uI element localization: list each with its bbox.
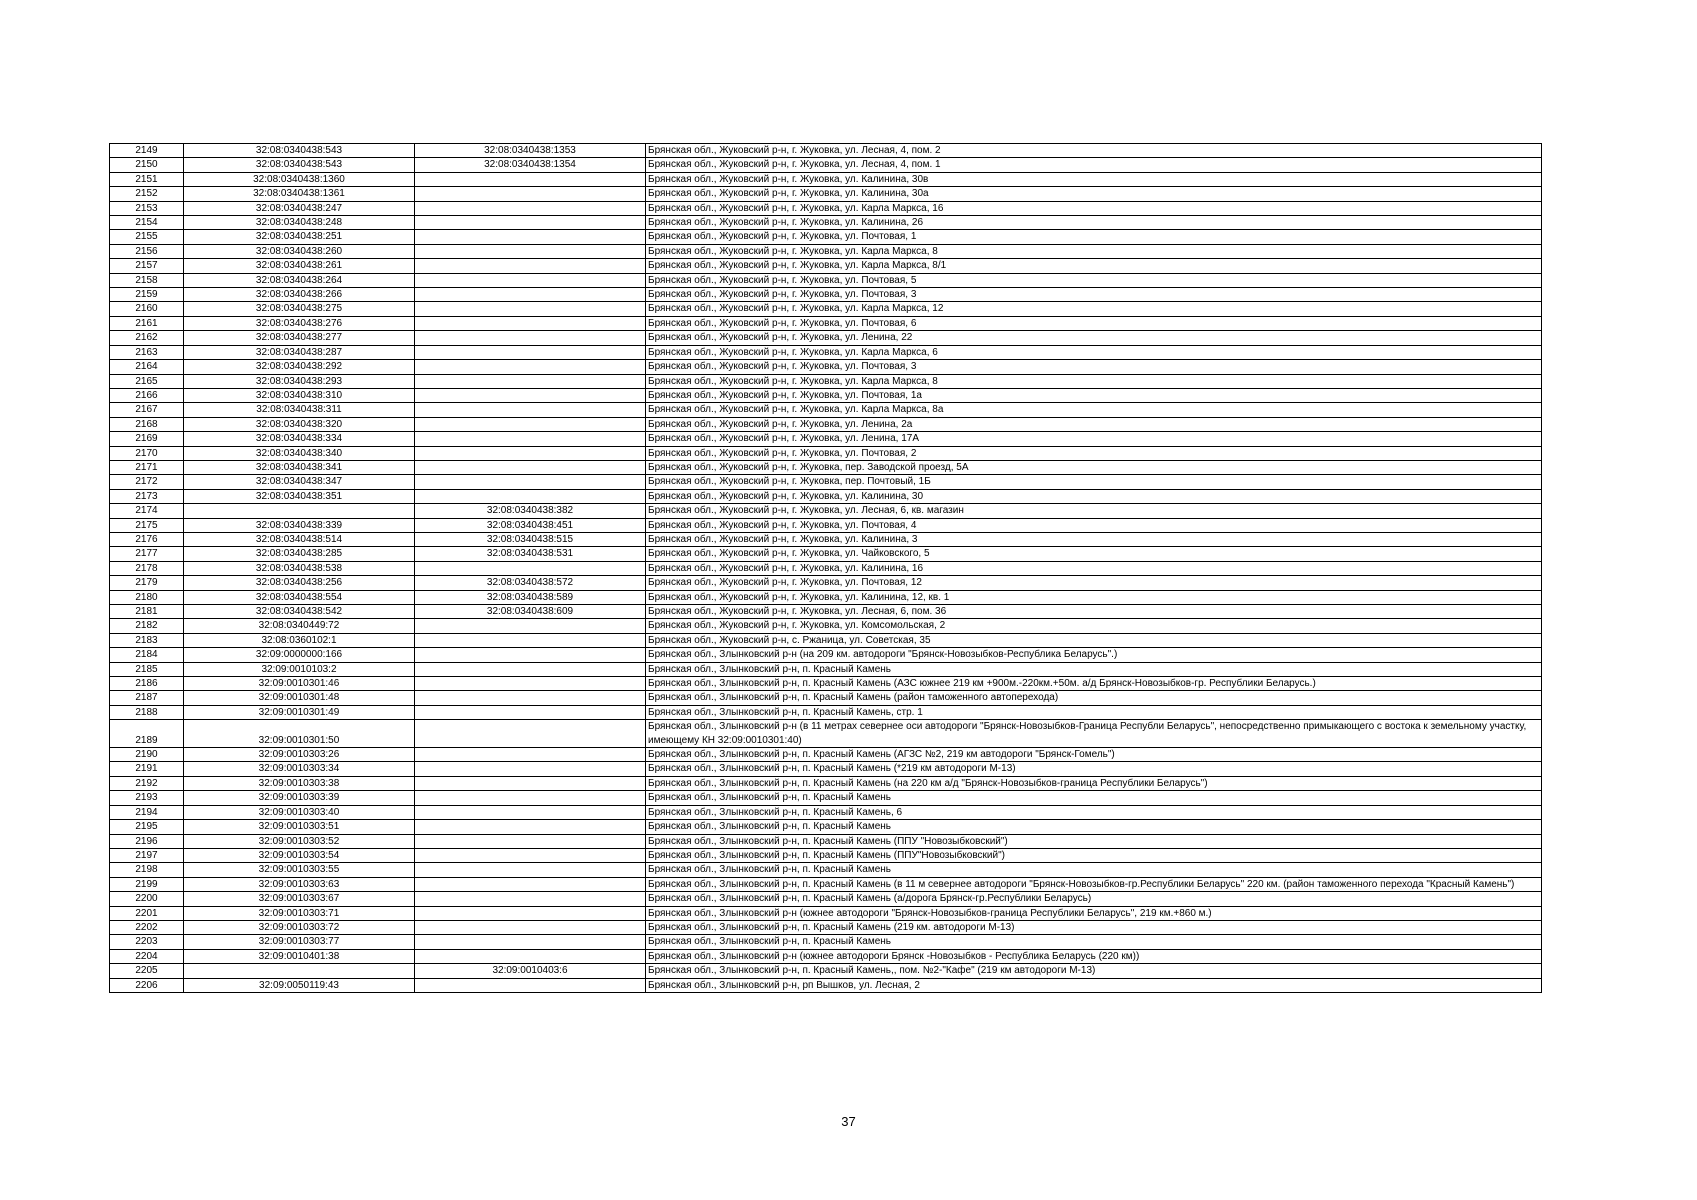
cadastral-number-cell: 32:08:0340438:1361 — [184, 187, 415, 201]
address-cell: Брянская обл., Жуковский р-н, г. Жуковка, ул. Ленина, 17А — [646, 432, 1542, 446]
address-cell: Брянская обл., Злынковский р-н, п. Красный Камень — [646, 662, 1542, 676]
table-row — [110, 705, 1542, 719]
premises-cadastral-number-cell — [415, 288, 646, 302]
table-row — [110, 848, 1542, 862]
premises-cadastral-number-cell: 32:08:0340438:382 — [415, 504, 646, 518]
address-cell: Брянская обл., Жуковский р-н, г. Жуковка, ул. Почтовая, 6 — [646, 316, 1542, 330]
cadastral-number-cell: 32:09:0010103:2 — [184, 662, 415, 676]
table-row — [110, 949, 1542, 963]
address-cell: Брянская обл., Жуковский р-н, г. Жуковка, ул. Лесная, 6, кв. магазин — [646, 504, 1542, 518]
premises-cadastral-number-cell — [415, 863, 646, 877]
premises-cadastral-number-cell: 32:08:0340438:515 — [415, 532, 646, 546]
table-row — [110, 172, 1542, 186]
row-number-cell: 2171 — [110, 460, 184, 474]
premises-cadastral-number-cell — [415, 720, 646, 748]
row-number-cell: 2177 — [110, 547, 184, 561]
cadastral-number-cell: 32:08:0340438:285 — [184, 547, 415, 561]
row-number-cell: 2195 — [110, 820, 184, 834]
row-number-cell: 2191 — [110, 762, 184, 776]
premises-cadastral-number-cell — [415, 172, 646, 186]
premises-cadastral-number-cell — [415, 633, 646, 647]
premises-cadastral-number-cell — [415, 345, 646, 359]
address-cell: Брянская обл., Жуковский р-н, г. Жуковка, ул. Почтовая, 5 — [646, 273, 1542, 287]
row-number-cell: 2188 — [110, 705, 184, 719]
premises-cadastral-number-cell — [415, 417, 646, 431]
address-cell: Брянская обл., Жуковский р-н, г. Жуковка, ул. Почтовая, 12 — [646, 576, 1542, 590]
cadastral-number-cell: 32:08:0340438:543 — [184, 158, 415, 172]
row-number-cell: 2182 — [110, 619, 184, 633]
cadastral-number-cell: 32:08:0340438:293 — [184, 374, 415, 388]
table-row — [110, 518, 1542, 532]
address-cell: Брянская обл., Жуковский р-н, г. Жуковка, ул. Почтовая, 1а — [646, 388, 1542, 402]
address-cell: Брянская обл., Злынковский р-н, п. Красный Камень (ППУ"Новозыбковский") — [646, 848, 1542, 862]
premises-cadastral-number-cell — [415, 216, 646, 230]
cadastral-number-cell: 32:08:0340438:311 — [184, 403, 415, 417]
page-number: 37 — [841, 1114, 856, 1129]
premises-cadastral-number-cell: 32:08:0340438:589 — [415, 590, 646, 604]
premises-cadastral-number-cell: 32:08:0340438:609 — [415, 605, 646, 619]
table-row — [110, 662, 1542, 676]
premises-cadastral-number-cell — [415, 331, 646, 345]
cadastral-number-cell: 32:08:0340438:276 — [184, 316, 415, 330]
table-row — [110, 460, 1542, 474]
cadastral-number-cell: 32:08:0340438:248 — [184, 216, 415, 230]
row-number-cell: 2157 — [110, 259, 184, 273]
cadastral-number-cell: 32:09:0010303:67 — [184, 892, 415, 906]
cadastral-number-cell: 32:08:0340438:251 — [184, 230, 415, 244]
cadastral-number-cell: 32:08:0340438:351 — [184, 489, 415, 503]
table-row — [110, 504, 1542, 518]
cadastral-number-cell: 32:09:0010401:38 — [184, 949, 415, 963]
row-number-cell: 2176 — [110, 532, 184, 546]
address-cell: Брянская обл., Злынковский р-н, п. Красный Камень — [646, 935, 1542, 949]
address-cell: Брянская обл., Жуковский р-н, г. Жуковка, пер. Заводской проезд, 5А — [646, 460, 1542, 474]
address-cell: Брянская обл., Злынковский р-н, п. Красный Камень (район таможенного автоперехода) — [646, 691, 1542, 705]
table-row — [110, 230, 1542, 244]
address-cell: Брянская обл., Жуковский р-н, г. Жуковка, ул. Почтовая, 3 — [646, 360, 1542, 374]
premises-cadastral-number-cell — [415, 691, 646, 705]
cadastral-number-cell: 32:08:0340438:247 — [184, 201, 415, 215]
premises-cadastral-number-cell — [415, 316, 646, 330]
address-cell: Брянская обл., Жуковский р-н, г. Жуковка, ул. Комсомольская, 2 — [646, 619, 1542, 633]
cadastral-number-cell: 32:08:0340438:1360 — [184, 172, 415, 186]
address-cell: Брянская обл., Жуковский р-н, г. Жуковка, ул. Калинина, 30в — [646, 172, 1542, 186]
row-number-cell: 2198 — [110, 863, 184, 877]
row-number-cell: 2189 — [110, 720, 184, 748]
address-cell: Брянская обл., Жуковский р-н, г. Жуковка, ул. Карла Маркса, 16 — [646, 201, 1542, 215]
premises-cadastral-number-cell — [415, 460, 646, 474]
address-cell: Брянская обл., Жуковский р-н, г. Жуковка, ул. Калинина, 16 — [646, 561, 1542, 575]
row-number-cell: 2187 — [110, 691, 184, 705]
table-row — [110, 920, 1542, 934]
row-number-cell: 2194 — [110, 805, 184, 819]
table-row — [110, 475, 1542, 489]
table-row — [110, 446, 1542, 460]
premises-cadastral-number-cell — [415, 648, 646, 662]
row-number-cell: 2186 — [110, 677, 184, 691]
cadastral-number-cell: 32:08:0340438:260 — [184, 244, 415, 258]
address-cell: Брянская обл., Жуковский р-н, г. Жуковка, ул. Почтовая, 3 — [646, 288, 1542, 302]
table-row — [110, 791, 1542, 805]
premises-cadastral-number-cell — [415, 820, 646, 834]
address-cell: Брянская обл., Жуковский р-н, г. Жуковка, ул. Карла Маркса, 8 — [646, 244, 1542, 258]
table-row — [110, 316, 1542, 330]
table-row — [110, 877, 1542, 891]
row-number-cell: 2204 — [110, 949, 184, 963]
cadastral-number-cell: 32:09:0010303:63 — [184, 877, 415, 891]
cadastral-number-cell: 32:09:0010303:26 — [184, 748, 415, 762]
cadastral-number-cell: 32:08:0340438:334 — [184, 432, 415, 446]
address-cell: Брянская обл., Злынковский р-н, п. Красный Камень, 6 — [646, 805, 1542, 819]
table-row — [110, 648, 1542, 662]
cadastral-number-cell: 32:09:0010303:38 — [184, 776, 415, 790]
address-cell: Брянская обл., Злынковский р-н, п. Красный Камень (а/дорога Брянск-гр.Республики Беларусь) — [646, 892, 1542, 906]
row-number-cell: 2170 — [110, 446, 184, 460]
table-row — [110, 302, 1542, 316]
row-number-cell: 2190 — [110, 748, 184, 762]
address-cell: Брянская обл., Злынковский р-н, п. Красный Камень — [646, 863, 1542, 877]
premises-cadastral-number-cell — [415, 374, 646, 388]
premises-cadastral-number-cell — [415, 762, 646, 776]
cadastral-number-cell: 32:08:0340438:277 — [184, 331, 415, 345]
address-cell: Брянская обл., Злынковский р-н, рп Вышков, ул. Лесная, 2 — [646, 978, 1542, 992]
row-number-cell: 2163 — [110, 345, 184, 359]
premises-cadastral-number-cell: 32:08:0340438:531 — [415, 547, 646, 561]
address-cell: Брянская обл., Злынковский р-н, п. Красный Камень — [646, 820, 1542, 834]
cadastral-number-cell: 32:08:0340438:320 — [184, 417, 415, 431]
row-number-cell: 2156 — [110, 244, 184, 258]
table-row — [110, 144, 1542, 158]
address-cell: Брянская обл., Жуковский р-н, г. Жуковка, ул. Лесная, 6, пом. 36 — [646, 605, 1542, 619]
cadastral-number-cell: 32:08:0340438:266 — [184, 288, 415, 302]
premises-cadastral-number-cell — [415, 230, 646, 244]
premises-cadastral-number-cell: 32:08:0340438:1354 — [415, 158, 646, 172]
cadastral-number-cell: 32:09:0010301:46 — [184, 677, 415, 691]
table-row — [110, 244, 1542, 258]
address-cell: Брянская обл., Злынковский р-н (южнее автодороги "Брянск-Новозыбков-граница Республики Беларусь", 219 км.+860 м.) — [646, 906, 1542, 920]
address-cell: Брянская обл., Жуковский р-н, г. Жуковка, ул. Карла Маркса, 8 — [646, 374, 1542, 388]
cadastral-number-cell: 32:08:0340438:542 — [184, 605, 415, 619]
address-cell: Брянская обл., Злынковский р-н, п. Красный Камень (АЗС южнее 219 км +900м.-220км.+50м. а/д Брянск-Новозыбков-гр. Республики Беларусь.) — [646, 677, 1542, 691]
row-number-cell: 2161 — [110, 316, 184, 330]
address-cell: Брянская обл., Жуковский р-н, с. Ржаница, ул. Советская, 35 — [646, 633, 1542, 647]
table-row — [110, 374, 1542, 388]
premises-cadastral-number-cell: 32:08:0340438:572 — [415, 576, 646, 590]
table-row — [110, 834, 1542, 848]
row-number-cell: 2205 — [110, 964, 184, 978]
row-number-cell: 2193 — [110, 791, 184, 805]
premises-cadastral-number-cell — [415, 920, 646, 934]
premises-cadastral-number-cell — [415, 791, 646, 805]
premises-cadastral-number-cell — [415, 677, 646, 691]
cadastral-number-cell: 32:09:0000000:166 — [184, 648, 415, 662]
table-row — [110, 576, 1542, 590]
row-number-cell: 2151 — [110, 172, 184, 186]
cadastral-number-cell: 32:09:0010303:34 — [184, 762, 415, 776]
table-row — [110, 978, 1542, 992]
premises-cadastral-number-cell — [415, 446, 646, 460]
table-row — [110, 590, 1542, 604]
address-cell: Брянская обл., Жуковский р-н, г. Жуковка, ул. Почтовая, 2 — [646, 446, 1542, 460]
premises-cadastral-number-cell — [415, 935, 646, 949]
row-number-cell: 2159 — [110, 288, 184, 302]
cadastral-number-cell: 32:08:0360102:1 — [184, 633, 415, 647]
cadastral-number-cell: 32:08:0340438:261 — [184, 259, 415, 273]
table-row — [110, 776, 1542, 790]
table-row — [110, 892, 1542, 906]
premises-cadastral-number-cell: 32:08:0340438:451 — [415, 518, 646, 532]
table-row — [110, 935, 1542, 949]
address-cell: Брянская обл., Жуковский р-н, г. Жуковка, ул. Карла Маркса, 8/1 — [646, 259, 1542, 273]
table-row — [110, 201, 1542, 215]
row-number-cell: 2192 — [110, 776, 184, 790]
row-number-cell: 2172 — [110, 475, 184, 489]
table-row — [110, 532, 1542, 546]
cadastral-number-cell — [184, 504, 415, 518]
cadastral-number-cell: 32:08:0340438:339 — [184, 518, 415, 532]
address-cell: Брянская обл., Злынковский р-н, п. Красный Камень (*219 км автодороги М-13) — [646, 762, 1542, 776]
table-row — [110, 331, 1542, 345]
cadastral-number-cell: 32:09:0010301:50 — [184, 720, 415, 748]
table-row — [110, 216, 1542, 230]
table-row — [110, 547, 1542, 561]
registry-table — [109, 143, 1542, 993]
cadastral-number-cell: 32:09:0010303:77 — [184, 935, 415, 949]
row-number-cell: 2202 — [110, 920, 184, 934]
premises-cadastral-number-cell — [415, 805, 646, 819]
row-number-cell: 2149 — [110, 144, 184, 158]
cadastral-number-cell: 32:08:0340438:292 — [184, 360, 415, 374]
row-number-cell: 2150 — [110, 158, 184, 172]
table-row — [110, 288, 1542, 302]
cadastral-number-cell: 32:09:0010303:54 — [184, 848, 415, 862]
table-row — [110, 964, 1542, 978]
table-row — [110, 677, 1542, 691]
row-number-cell: 2164 — [110, 360, 184, 374]
table-row — [110, 633, 1542, 647]
address-cell: Брянская обл., Злынковский р-н (в 11 метрах севернее оси автодороги "Брянск-Новозыбков-Граница Республи Беларусь", непосредственно примыкающего с востока к земельному участку, имеющему КН 32:09:0010301:40) — [646, 720, 1542, 748]
premises-cadastral-number-cell — [415, 877, 646, 891]
registry-table-body — [110, 144, 1542, 993]
premises-cadastral-number-cell — [415, 273, 646, 287]
table-row — [110, 863, 1542, 877]
address-cell: Брянская обл., Жуковский р-н, г. Жуковка, ул. Калинина, 26 — [646, 216, 1542, 230]
table-row — [110, 691, 1542, 705]
row-number-cell: 2162 — [110, 331, 184, 345]
row-number-cell: 2174 — [110, 504, 184, 518]
cadastral-number-cell: 32:09:0050119:43 — [184, 978, 415, 992]
row-number-cell: 2153 — [110, 201, 184, 215]
row-number-cell: 2167 — [110, 403, 184, 417]
cadastral-number-cell: 32:08:0340438:287 — [184, 345, 415, 359]
row-number-cell: 2206 — [110, 978, 184, 992]
premises-cadastral-number-cell — [415, 489, 646, 503]
premises-cadastral-number-cell — [415, 619, 646, 633]
address-cell: Брянская обл., Злынковский р-н, п. Красный Камень, стр. 1 — [646, 705, 1542, 719]
table-row — [110, 748, 1542, 762]
table-row — [110, 403, 1542, 417]
premises-cadastral-number-cell: 32:08:0340438:1353 — [415, 144, 646, 158]
premises-cadastral-number-cell — [415, 848, 646, 862]
row-number-cell: 2166 — [110, 388, 184, 402]
cadastral-number-cell: 32:08:0340438:310 — [184, 388, 415, 402]
premises-cadastral-number-cell — [415, 360, 646, 374]
cadastral-number-cell: 32:09:0010303:39 — [184, 791, 415, 805]
address-cell: Брянская обл., Жуковский р-н, г. Жуковка, ул. Калинина, 30а — [646, 187, 1542, 201]
table-row — [110, 906, 1542, 920]
row-number-cell: 2178 — [110, 561, 184, 575]
table-row — [110, 432, 1542, 446]
address-cell: Брянская обл., Жуковский р-н, г. Жуковка, ул. Лесная, 4, пом. 1 — [646, 158, 1542, 172]
cadastral-number-cell: 32:08:0340438:514 — [184, 532, 415, 546]
premises-cadastral-number-cell — [415, 776, 646, 790]
premises-cadastral-number-cell — [415, 748, 646, 762]
row-number-cell: 2175 — [110, 518, 184, 532]
row-number-cell: 2155 — [110, 230, 184, 244]
table-row — [110, 619, 1542, 633]
address-cell: Брянская обл., Жуковский р-н, г. Жуковка, ул. Калинина, 12, кв. 1 — [646, 590, 1542, 604]
cadastral-number-cell: 32:09:0010303:71 — [184, 906, 415, 920]
premises-cadastral-number-cell — [415, 244, 646, 258]
table-row — [110, 388, 1542, 402]
cadastral-number-cell: 32:09:0010303:51 — [184, 820, 415, 834]
premises-cadastral-number-cell — [415, 561, 646, 575]
table-row — [110, 762, 1542, 776]
premises-cadastral-number-cell — [415, 705, 646, 719]
premises-cadastral-number-cell — [415, 432, 646, 446]
row-number-cell: 2160 — [110, 302, 184, 316]
table-row — [110, 259, 1542, 273]
cadastral-number-cell: 32:08:0340438:347 — [184, 475, 415, 489]
row-number-cell: 2168 — [110, 417, 184, 431]
premises-cadastral-number-cell — [415, 187, 646, 201]
address-cell: Брянская обл., Жуковский р-н, г. Жуковка, ул. Ленина, 22 — [646, 331, 1542, 345]
table-row — [110, 187, 1542, 201]
premises-cadastral-number-cell — [415, 388, 646, 402]
address-cell: Брянская обл., Жуковский р-н, г. Жуковка, ул. Карла Маркса, 12 — [646, 302, 1542, 316]
table-row — [110, 345, 1542, 359]
address-cell: Брянская обл., Жуковский р-н, г. Жуковка, ул. Калинина, 3 — [646, 532, 1542, 546]
premises-cadastral-number-cell — [415, 978, 646, 992]
cadastral-number-cell: 32:08:0340438:543 — [184, 144, 415, 158]
cadastral-number-cell: 32:08:0340438:275 — [184, 302, 415, 316]
cadastral-number-cell: 32:08:0340438:264 — [184, 273, 415, 287]
row-number-cell: 2203 — [110, 935, 184, 949]
address-cell: Брянская обл., Жуковский р-н, г. Жуковка, ул. Лесная, 4, пом. 2 — [646, 144, 1542, 158]
address-cell: Брянская обл., Жуковский р-н, г. Жуковка, ул. Ленина, 2а — [646, 417, 1542, 431]
address-cell: Брянская обл., Злынковский р-н, п. Красный Камень — [646, 791, 1542, 805]
cadastral-number-cell: 32:08:0340438:538 — [184, 561, 415, 575]
premises-cadastral-number-cell — [415, 906, 646, 920]
cadastral-number-cell: 32:08:0340449:72 — [184, 619, 415, 633]
row-number-cell: 2158 — [110, 273, 184, 287]
address-cell: Брянская обл., Злынковский р-н, п. Красный Камень (219 км. автодороги М-13) — [646, 920, 1542, 934]
cadastral-number-cell: 32:08:0340438:341 — [184, 460, 415, 474]
row-number-cell: 2199 — [110, 877, 184, 891]
premises-cadastral-number-cell — [415, 892, 646, 906]
table-row — [110, 158, 1542, 172]
row-number-cell: 2181 — [110, 605, 184, 619]
table-row — [110, 360, 1542, 374]
cadastral-number-cell: 32:08:0340438:554 — [184, 590, 415, 604]
cadastral-number-cell: 32:09:0010303:40 — [184, 805, 415, 819]
row-number-cell: 2154 — [110, 216, 184, 230]
table-row — [110, 561, 1542, 575]
premises-cadastral-number-cell — [415, 662, 646, 676]
cadastral-number-cell: 32:09:0010301:48 — [184, 691, 415, 705]
cadastral-number-cell: 32:09:0010303:55 — [184, 863, 415, 877]
row-number-cell: 2180 — [110, 590, 184, 604]
cadastral-number-cell: 32:08:0340438:256 — [184, 576, 415, 590]
row-number-cell: 2200 — [110, 892, 184, 906]
row-number-cell: 2201 — [110, 906, 184, 920]
address-cell: Брянская обл., Злынковский р-н, п. Красный Камень (на 220 км а/д "Брянск-Новозыбков-граница Республики Беларусь") — [646, 776, 1542, 790]
address-cell: Брянская обл., Злынковский р-н, п. Красный Камень (ППУ "Новозыбковский") — [646, 834, 1542, 848]
address-cell: Брянская обл., Жуковский р-н, г. Жуковка, ул. Чайковского, 5 — [646, 547, 1542, 561]
cadastral-number-cell — [184, 964, 415, 978]
row-number-cell: 2169 — [110, 432, 184, 446]
premises-cadastral-number-cell: 32:09:0010403:6 — [415, 964, 646, 978]
address-cell: Брянская обл., Злынковский р-н, п. Красный Камень,, пом. №2-"Кафе" (219 км автодороги М-13) — [646, 964, 1542, 978]
row-number-cell: 2179 — [110, 576, 184, 590]
row-number-cell: 2173 — [110, 489, 184, 503]
address-cell: Брянская обл., Жуковский р-н, г. Жуковка, ул. Почтовая, 4 — [646, 518, 1542, 532]
cadastral-number-cell: 32:09:0010301:49 — [184, 705, 415, 719]
premises-cadastral-number-cell — [415, 949, 646, 963]
row-number-cell: 2197 — [110, 848, 184, 862]
row-number-cell: 2196 — [110, 834, 184, 848]
premises-cadastral-number-cell — [415, 403, 646, 417]
premises-cadastral-number-cell — [415, 201, 646, 215]
table-row — [110, 820, 1542, 834]
cadastral-number-cell: 32:09:0010303:52 — [184, 834, 415, 848]
table-row — [110, 417, 1542, 431]
row-number-cell: 2184 — [110, 648, 184, 662]
premises-cadastral-number-cell — [415, 302, 646, 316]
address-cell: Брянская обл., Злынковский р-н, п. Красный Камень (в 11 м севернее автодороги "Брянск-Новозыбков-гр.Республики Беларусь" 220 км. (район таможенного перехода "Красный Камень") — [646, 877, 1542, 891]
table-row — [110, 805, 1542, 819]
premises-cadastral-number-cell — [415, 834, 646, 848]
table-row — [110, 273, 1542, 287]
row-number-cell: 2185 — [110, 662, 184, 676]
address-cell: Брянская обл., Жуковский р-н, г. Жуковка, пер. Почтовый, 1Б — [646, 475, 1542, 489]
address-cell: Брянская обл., Злынковский р-н (южнее автодороги Брянск -Новозыбков - Республика Беларусь (220 км)) — [646, 949, 1542, 963]
address-cell: Брянская обл., Жуковский р-н, г. Жуковка, ул. Калинина, 30 — [646, 489, 1542, 503]
table-row — [110, 489, 1542, 503]
address-cell: Брянская обл., Жуковский р-н, г. Жуковка, ул. Карла Маркса, 8а — [646, 403, 1542, 417]
table-row — [110, 720, 1542, 748]
row-number-cell: 2152 — [110, 187, 184, 201]
cadastral-number-cell: 32:08:0340438:340 — [184, 446, 415, 460]
row-number-cell: 2183 — [110, 633, 184, 647]
address-cell: Брянская обл., Жуковский р-н, г. Жуковка, ул. Карла Маркса, 6 — [646, 345, 1542, 359]
premises-cadastral-number-cell — [415, 475, 646, 489]
address-cell: Брянская обл., Злынковский р-н (на 209 км. автодороги "Брянск-Новозыбков-Республика Беларусь".) — [646, 648, 1542, 662]
address-cell: Брянская обл., Жуковский р-н, г. Жуковка, ул. Почтовая, 1 — [646, 230, 1542, 244]
row-number-cell: 2165 — [110, 374, 184, 388]
address-cell: Брянская обл., Злынковский р-н, п. Красный Камень (АГЗС №2, 219 км автодороги "Брянск-Гомель") — [646, 748, 1542, 762]
table-row — [110, 605, 1542, 619]
cadastral-number-cell: 32:09:0010303:72 — [184, 920, 415, 934]
premises-cadastral-number-cell — [415, 259, 646, 273]
